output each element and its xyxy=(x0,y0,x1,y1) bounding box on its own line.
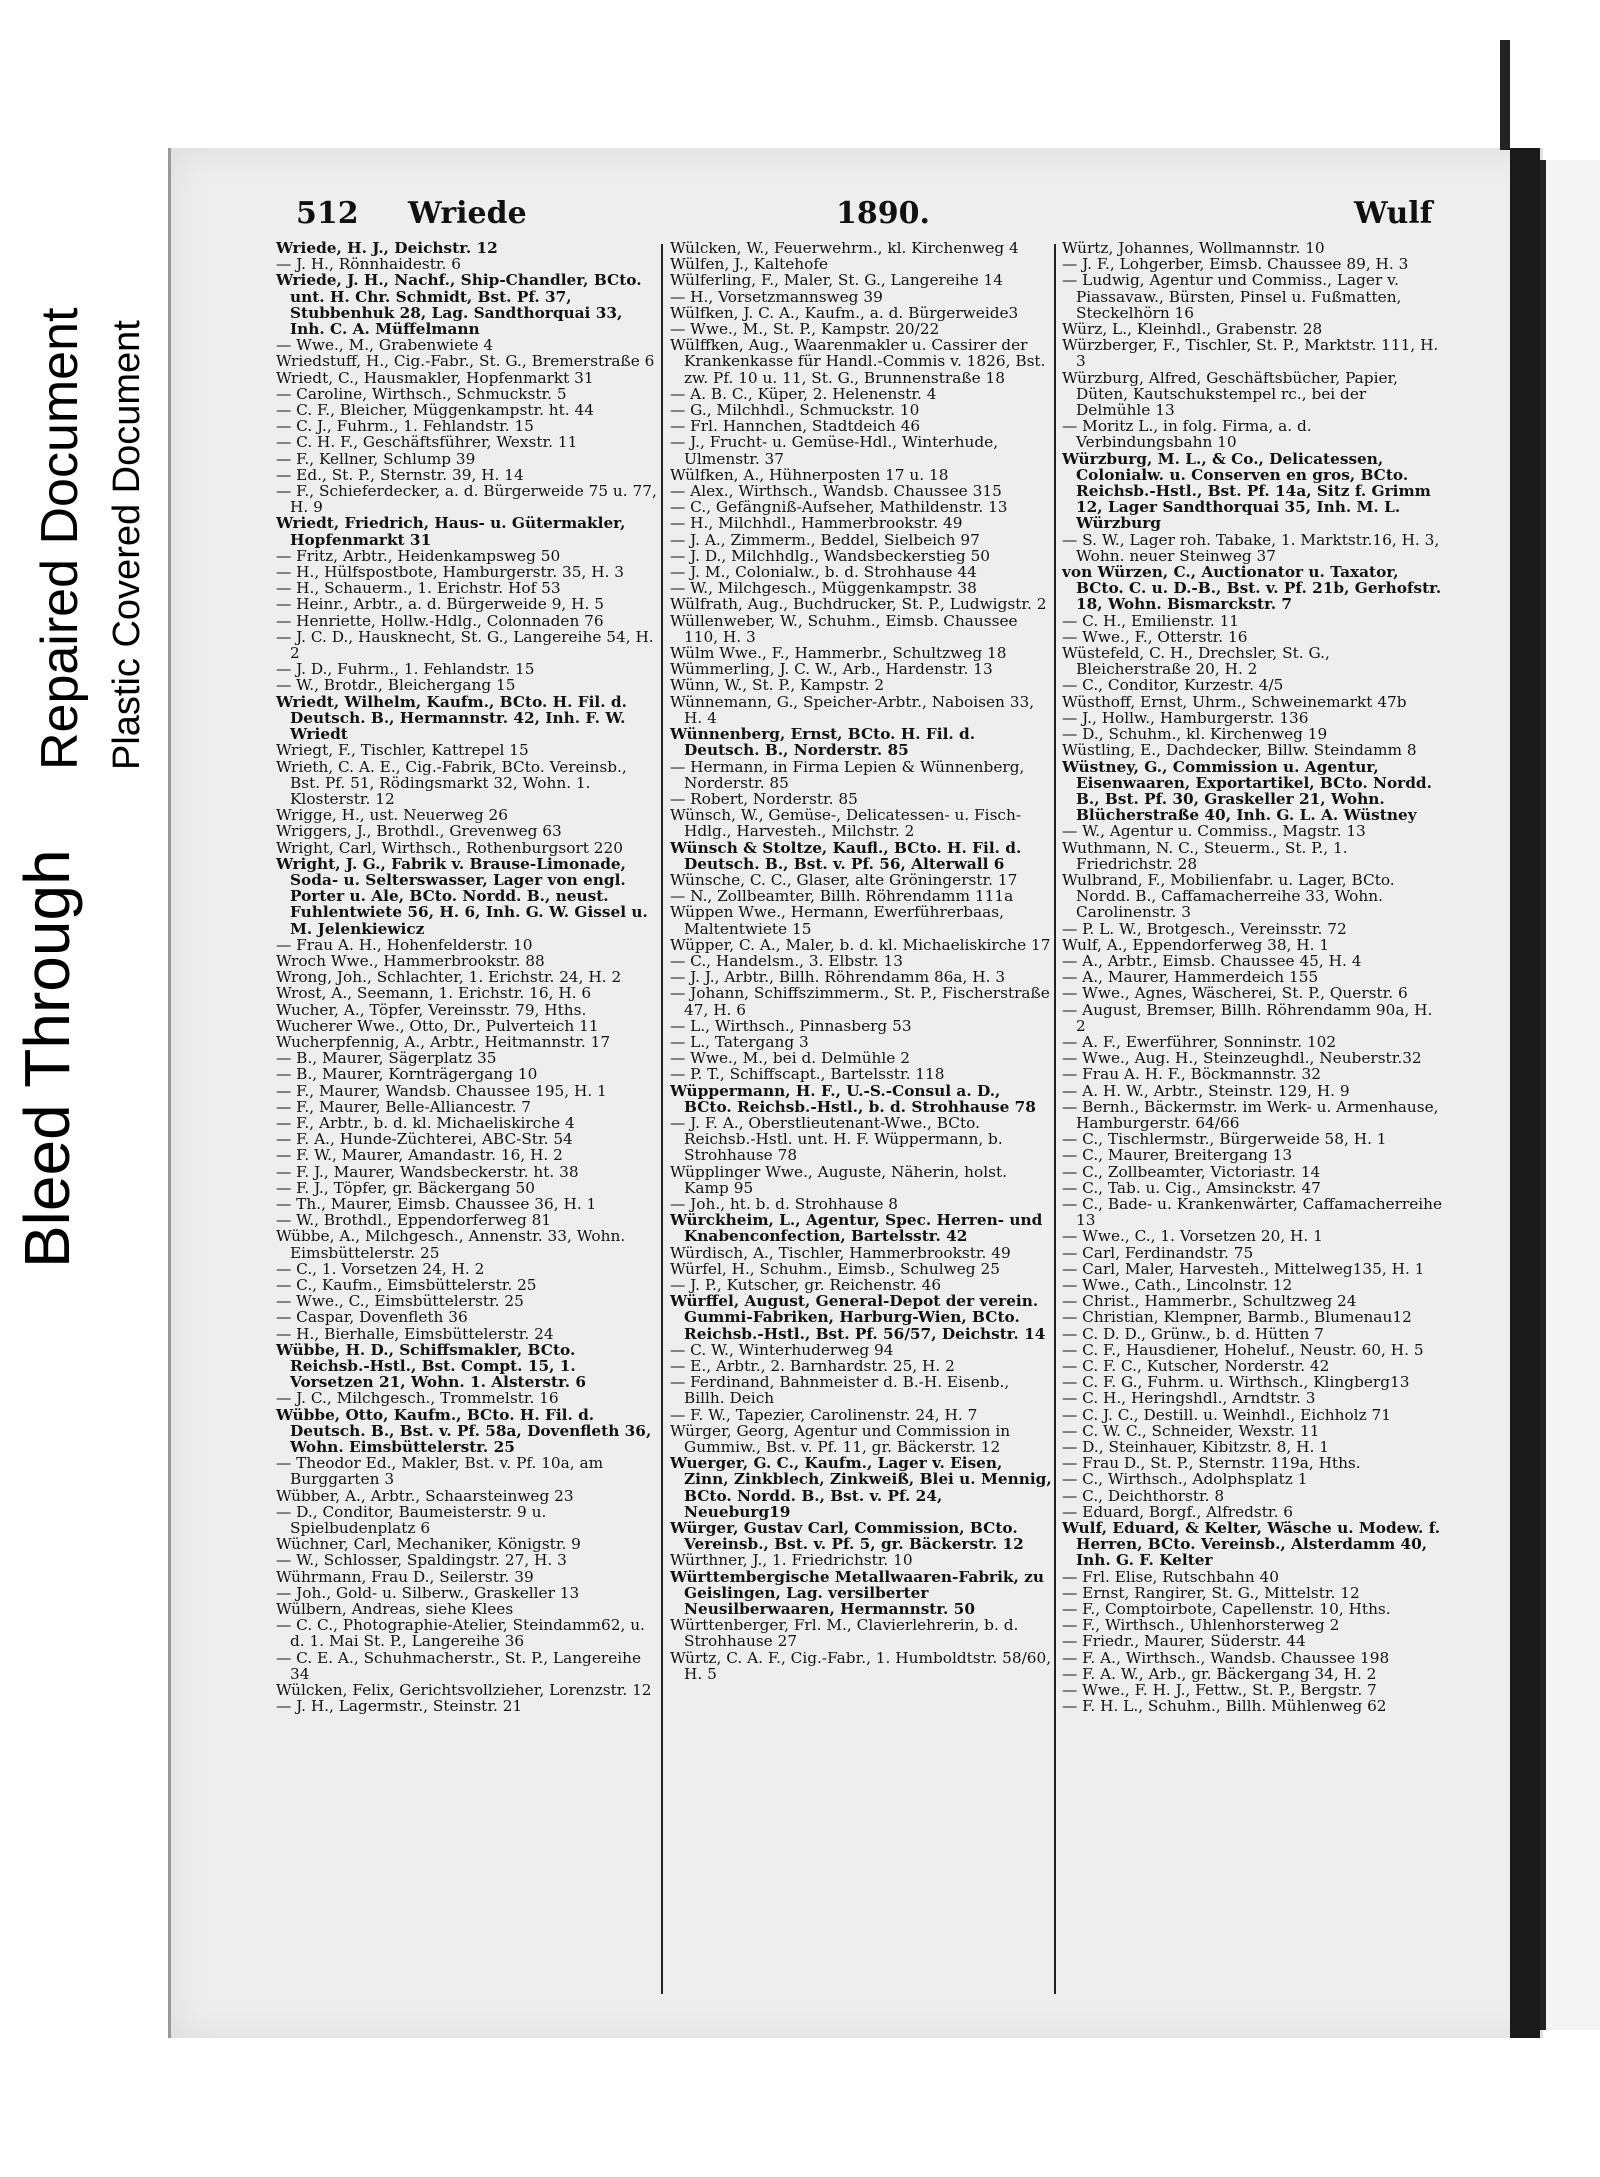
directory-entry: Wülfrath, Aug., Buchdrucker, St. P., Ludwigstr. 2 xyxy=(670,595,1047,614)
directory-entry: — C. F., Hausdiener, Hoheluf., Neustr. 60, H. 5 xyxy=(1062,1340,1424,1359)
directory-entry: — B., Maurer, Kornträgergang 10 xyxy=(276,1065,538,1084)
directory-entry: — C., Wirthsch., Adolphsplatz 1 xyxy=(1062,1470,1308,1489)
directory-entry: von Würzen, C., Auctionator u. Taxator, BCto. C. u. D.-B., Bst. v. Pf. 21b, Gerhofstr. 18, Wohn. Bismarckstr. 7 xyxy=(1062,563,1442,614)
directory-entry: — Wwe., C., 1. Vorsetzen 20, H. 1 xyxy=(1062,1227,1323,1246)
directory-entry: — C. C., Photographie-Atelier, Steindamm62, u. d. 1. Mai St. P., Langereihe 36 xyxy=(276,1616,645,1651)
directory-entry: — B., Maurer, Sägerplatz 35 xyxy=(276,1049,497,1068)
directory-entry: — F., Schieferdecker, a. d. Bürgerweide 75 u. 77, H. 9 xyxy=(276,482,657,517)
directory-entry: — C., 1. Vorsetzen 24, H. 2 xyxy=(276,1259,485,1278)
directory-entry: — F. J., Töpfer, gr. Bäckergang 50 xyxy=(276,1178,535,1197)
directory-entry: — W., Milchgesch., Müggenkampstr. 38 xyxy=(670,579,977,598)
directory-entry: — H., Vorsetzmannsweg 39 xyxy=(670,287,883,306)
directory-entry: — Joh., Gold- u. Silberw., Graskeller 13 xyxy=(276,1583,580,1602)
directory-entry: — Hermann, in Firma Lepien & Wünnenberg, Norderstr. 85 xyxy=(670,757,1025,792)
directory-entry: — Alex., Wirthsch., Wandsb. Chaussee 315 xyxy=(670,482,1002,501)
directory-entry: Wroch Wwe., Hammerbrookstr. 88 xyxy=(276,951,545,970)
directory-entry: — Ferdinand, Bahnmeister d. B.-H. Eisenb., Billh. Deich xyxy=(670,1373,1010,1408)
directory-entry: — F., Maurer, Wandsb. Chaussee 195, H. 1 xyxy=(276,1081,607,1100)
directory-entry: — A., Arbtr., Eimsb. Chaussee 45, H. 4 xyxy=(1062,951,1362,970)
directory-entry: — Frau A. H., Hohenfelderstr. 10 xyxy=(276,935,533,954)
directory-entry: — Wwe., F., Otterstr. 16 xyxy=(1062,627,1248,646)
directory-entry: Wuthmann, N. C., Steuerm., St. P., 1. Friedrichstr. 28 xyxy=(1062,838,1348,873)
directory-entry: — J. C., Milchgesch., Trommelstr. 16 xyxy=(276,1389,559,1408)
column-divider xyxy=(661,244,663,1994)
directory-entry: Würthner, J., 1. Friedrichstr. 10 xyxy=(670,1551,913,1570)
directory-entry: — F., Wirthsch., Uhlenhorsterweg 2 xyxy=(1062,1616,1340,1635)
directory-entry: Wriedt, Wilhelm, Kaufm., BCto. H. Fil. d. Deutsch. B., Hermannstr. 42, Inh. F. W. Wriedt xyxy=(276,692,627,744)
directory-entry: Wüllenweber, W., Schuhm., Eimsb. Chaussee 110, H. 3 xyxy=(670,611,1018,646)
directory-entry: Wriedstuff, H., Cig.-Fabr., St. G., Bremerstraße 6 xyxy=(276,352,655,371)
binding-edge xyxy=(1500,40,1510,150)
directory-entry: — J. D., Milchhdlg., Wandsbeckerstieg 50 xyxy=(670,546,991,565)
directory-entry: Wülfen, J., Kaltehofe xyxy=(670,255,829,274)
directory-entry: — Carl, Maler, Harvesteh., Mittelweg135, H. 1 xyxy=(1062,1259,1425,1278)
directory-entry: — Robert, Norderstr. 85 xyxy=(670,789,858,808)
directory-entry: Würger, Georg, Agentur und Commission in Gummiw., Bst. v. Pf. 11, gr. Bäckerstr. 12 xyxy=(670,1421,1011,1457)
directory-entry: — J. H., Lagermstr., Steinstr. 21 xyxy=(276,1697,523,1716)
directory-entry: — F., Kellner, Schlump 39 xyxy=(276,449,476,468)
directory-entry: — C. F. C., Kutscher, Norderstr. 42 xyxy=(1062,1357,1330,1376)
directory-entry: — F. A., Wirthsch., Wandsb. Chaussee 198 xyxy=(1062,1648,1390,1667)
directory-entry: — J. P., Kutscher, gr. Reichenstr. 46 xyxy=(670,1276,942,1294)
directory-entry: — H., Milchhdl., Hammerbrookstr. 49 xyxy=(670,514,963,533)
directory-entry: — Ludwig, Agentur und Commiss., Lager v. Piassavaw., Bürsten, Pinsel u. Fußmatten, Steckelhörn 16 xyxy=(1062,271,1402,322)
directory-entry: — Ed., St. P., Sternstr. 39, H. 14 xyxy=(276,465,524,484)
next-page-edge xyxy=(1540,160,1600,2030)
directory-entry: — Frl. Hannchen, Stadtdeich 46 xyxy=(670,417,921,436)
directory-entry: — F. H. L., Schuhm., Billh. Mühlenweg 62 xyxy=(1062,1697,1387,1716)
directory-entry: Würtz, Johannes, Wollmannstr. 10 xyxy=(1062,239,1325,257)
directory-entry: — Christian, Klempner, Barmb., Blumenau12 xyxy=(1062,1308,1412,1327)
directory-entry: Wüchner, Carl, Mechaniker, Königstr. 9 xyxy=(276,1535,581,1554)
directory-entry: — C., Zollbeamter, Victoriastr. 14 xyxy=(1062,1162,1321,1181)
directory-entry: Wübbe, Otto, Kaufm., BCto. H. Fil. d. Deutsch. B., Bst. v. Pf. 58a, Dovenfleth 36, Wohn. Eimsbüttelerstr. 25 xyxy=(276,1405,652,1457)
directory-entry: — C. H., Emilienstr. 11 xyxy=(1062,611,1240,630)
directory-entry: — C., Tischlermstr., Bürgerweide 58, H. 1 xyxy=(1062,1130,1387,1149)
directory-entry: — A., Maurer, Hammerdeich 155 xyxy=(1062,968,1319,987)
directory-entry: Württenberger, Frl. M., Clavierlehrerin, b. d. Strohhause 27 xyxy=(670,1616,1019,1651)
directory-entry: Wülbern, Andreas, siehe Klees xyxy=(276,1600,514,1619)
directory-entry: — Th., Maurer, Eimsb. Chaussee 36, H. 1 xyxy=(276,1194,597,1213)
directory-entry: Wünnemann, G., Speicher-Arbtr., Naboisen 33, H. 4 xyxy=(670,692,1035,727)
directory-entry: — C. D. D., Grünw., b. d. Hütten 7 xyxy=(1062,1324,1324,1343)
page-number: 512 xyxy=(296,196,359,231)
directory-entry: Wünnenberg, Ernst, BCto. H. Fil. d. Deutsch. B., Norderstr. 85 xyxy=(670,725,976,760)
directory-entry: Wührmann, Frau D., Seilerstr. 39 xyxy=(276,1567,534,1586)
directory-entry: — C., Maurer, Breitergang 13 xyxy=(1062,1146,1293,1165)
directory-entry: — L., Tatergang 3 xyxy=(670,1032,809,1051)
directory-entry: — C., Deichthorstr. 8 xyxy=(1062,1486,1225,1505)
directory-entry: Wülfken, J. C. A., Kaufm., a. d. Bürgerweide3 xyxy=(670,303,1019,322)
directory-entry: Württembergische Metallwaaren-Fabrik, zu Geislingen, Lag. versilberter Neusilberwaaren, Hermannstr. 50 xyxy=(670,1567,1044,1619)
directory-entry: — Caroline, Wirthsch., Schmuckstr. 5 xyxy=(276,384,567,403)
directory-entry: — C. W., Winterhuderweg 94 xyxy=(670,1340,894,1359)
directory-column-2 xyxy=(670,240,1052,1682)
directory-entry: Würger, Gustav Carl, Commission, BCto. Vereinsb., Bst. v. Pf. 5, gr. Bäckerstr. 12 xyxy=(670,1519,1024,1554)
directory-entry: — C., Kaufm., Eimsbüttelerstr. 25 xyxy=(276,1276,537,1294)
directory-entry: Wuerger, G. C., Kaufm., Lager v. Eisen, Zinn, Zinkblech, Zinkweiß, Blei u. Mennig, BCto. Nordd. B., Bst. v. Pf. 24, Neueburg19 xyxy=(670,1454,1052,1521)
directory-entry: — A. B. C., Küper, 2. Helenenstr. 4 xyxy=(670,384,937,403)
directory-entry: — Wwe., C., Eimsbüttelerstr. 25 xyxy=(276,1292,524,1311)
directory-entry: Würz, L., Kleinhdl., Grabenstr. 28 xyxy=(1062,320,1323,339)
directory-entry: Wübbe, H. D., Schiffsmakler, BCto. Reichsb.-Hstl., Bst. Compt. 15, 1. Vorsetzen 21, Wohn. 1. Alsterstr. 6 xyxy=(276,1340,587,1392)
directory-entry: — P. L. W., Brotgesch., Vereinsstr. 72 xyxy=(1062,919,1347,938)
directory-entry: — C., Conditor, Kurzestr. 4/5 xyxy=(1062,676,1284,695)
directory-entry: Wucherpfennig, A., Arbtr., Heitmannstr. 17 xyxy=(276,1032,611,1051)
directory-entry: — H., Bierhalle, Eimsbüttelerstr. 24 xyxy=(276,1324,554,1343)
column-divider xyxy=(1054,244,1056,1994)
directory-entry: Wüpplinger Wwe., Auguste, Näherin, holst. Kamp 95 xyxy=(670,1162,1007,1197)
directory-column-1 xyxy=(276,240,658,1714)
directory-entry: — C. F., Bleicher, Müggenkampstr. ht. 44 xyxy=(276,401,594,420)
bleed-through-label: Bleed Through xyxy=(11,849,83,1268)
directory-entry: Wülm Wwe., F., Hammerbr., Schultzweg 18 xyxy=(670,644,1007,663)
binding-shadow xyxy=(1510,148,1540,2038)
directory-entry: — P. T., Schiffscapt., Bartelsstr. 118 xyxy=(670,1065,945,1084)
directory-entry: Würffel, August, General-Depot der verein. Gummi-Fabriken, Harburg-Wien, BCto. Reichsb.-Hstl., Bst. Pf. 56/57, Deichstr. 14 xyxy=(670,1292,1046,1343)
directory-entry: — L., Wirthsch., Pinnasberg 53 xyxy=(670,1016,912,1035)
directory-entry: — Caspar, Dovenfleth 36 xyxy=(276,1308,468,1327)
directory-entry: — Johann, Schiffszimmerm., St. P., Fischerstraße 47, H. 6 xyxy=(670,984,1050,1019)
directory-entry: — J. J., Arbtr., Billh. Röhrendamm 86a, H. 3 xyxy=(670,968,1006,987)
directory-entry: Wübbe, A., Milchgesch., Annenstr. 33, Wohn. Eimsbüttelerstr. 25 xyxy=(276,1227,626,1262)
directory-entry: Wrieth, C. A. E., Cig.-Fabrik, BCto. Vereinsb., Bst. Pf. 51, Rödingsmarkt 32, Wohn. 1. Klosterstr. 12 xyxy=(276,757,627,808)
directory-entry: — J. A., Zimmerm., Beddel, Sielbeich 97 xyxy=(670,530,980,549)
directory-entry: — S. W., Lager roh. Tabake, 1. Marktstr.16, H. 3, Wohn. neuer Steinweg 37 xyxy=(1062,530,1440,565)
directory-entry: — Henriette, Hollw.-Hdlg., Colonnaden 76 xyxy=(276,611,604,630)
directory-entry: — C. J. C., Destill. u. Weinhdl., Eichholz 71 xyxy=(1062,1405,1391,1424)
directory-entry: — W., Brothdl., Eppendorferweg 81 xyxy=(276,1211,552,1230)
directory-entry: Würtz, C. A. F., Cig.-Fabr., 1. Humboldtstr. 58/60, H. 5 xyxy=(670,1648,1052,1683)
directory-entry: — J., Frucht- u. Gemüse-Hdl., Winterhude, Ulmenstr. 37 xyxy=(670,433,999,468)
directory-entry: — J., Hollw., Hamburgerstr. 136 xyxy=(1062,708,1309,727)
directory-entry: — F. W., Maurer, Amandastr. 16, H. 2 xyxy=(276,1146,563,1165)
left-catchword: Wriede xyxy=(408,196,527,231)
directory-entry: — C. H., Heringshdl., Arndtstr. 3 xyxy=(1062,1389,1316,1408)
directory-entry: — Bernh., Bäckermstr. im Werk- u. Armenhause, Hamburgerstr. 64/66 xyxy=(1062,1097,1439,1132)
directory-entry: Wüstling, E., Dachdecker, Billw. Steindamm 8 xyxy=(1062,741,1417,760)
directory-entry: — Theodor Ed., Makler, Bst. v. Pf. 10a, am Burggarten 3 xyxy=(276,1454,604,1489)
directory-entry: Wüppen Wwe., Hermann, Ewerführerbaas, Maltentwiete 15 xyxy=(670,903,1004,938)
directory-entry: — C. E. A., Schuhmacherstr., St. P., Langereihe 34 xyxy=(276,1648,642,1683)
directory-entry: — F., Comptoirbote, Capellenstr. 10, Hths. xyxy=(1062,1600,1391,1619)
directory-entry: — J. F., Lohgerber, Eimsb. Chaussee 89, H. 3 xyxy=(1062,255,1409,274)
directory-entry: Wulf, A., Eppendorferweg 38, H. 1 xyxy=(1062,935,1330,954)
directory-entry: Wünsche, C. C., Glaser, alte Gröningerstr. 17 xyxy=(670,870,1018,889)
directory-entry: — J. H., Rönnhaidestr. 6 xyxy=(276,255,461,274)
directory-entry: — F., Maurer, Belle-Alliancestr. 7 xyxy=(276,1097,532,1116)
directory-entry: Wüsthoff, Ernst, Uhrm., Schweinemarkt 47b xyxy=(1062,692,1407,711)
directory-entry: — C. W. C., Schneider, Wexstr. 11 xyxy=(1062,1421,1320,1440)
directory-entry: — C. J., Fuhrm., 1. Fehlandstr. 15 xyxy=(276,417,534,436)
directory-entry: — Wwe., Agnes, Wäscherei, St. P., Querstr. 6 xyxy=(1062,984,1408,1003)
directory-entry: — F. J., Maurer, Wandsbeckerstr. ht. 38 xyxy=(276,1162,579,1181)
repaired-document-label: Repaired Document xyxy=(31,307,89,770)
directory-entry: — C., Handelsm., 3. Elbstr. 13 xyxy=(670,951,904,970)
directory-entry: Wübber, A., Arbtr., Schaarsteinweg 23 xyxy=(276,1486,574,1505)
directory-entry: — Frau A. H. F., Böckmannstr. 32 xyxy=(1062,1065,1322,1084)
directory-entry: Wünn, W., St. P., Kampstr. 2 xyxy=(670,676,885,695)
directory-entry: — W., Agentur u. Commiss., Magstr. 13 xyxy=(1062,822,1366,841)
directory-entry: Wriedt, Friedrich, Haus- u. Gütermakler, Hopfenmarkt 31 xyxy=(276,514,626,549)
directory-entry: — H., Hülfspostbote, Hamburgerstr. 35, H. 3 xyxy=(276,563,625,582)
directory-entry: — Heinr., Arbtr., a. d. Bürgerweide 9, H. 5 xyxy=(276,595,604,614)
directory-entry: — F. A., Hunde-Züchterei, ABC-Str. 54 xyxy=(276,1130,573,1149)
directory-entry: Wüstefeld, C. H., Drechsler, St. G., Bleicherstraße 20, H. 2 xyxy=(1062,644,1330,679)
directory-entry: Wrong, Joh., Schlachter, 1. Erichstr. 24, H. 2 xyxy=(276,968,622,987)
directory-entry: — C., Gefängniß-Aufseher, Mathildenstr. 13 xyxy=(670,498,1008,517)
directory-entry: Würzburg, Alfred, Geschäftsbücher, Papier, Düten, Kautschukstempel rc., bei der Delmühle 13 xyxy=(1062,368,1399,420)
directory-entry: Wrost, A., Seemann, 1. Erichstr. 16, H. 6 xyxy=(276,984,592,1003)
directory-entry: Wüpper, C. A., Maler, b. d. kl. Michaeliskirche 17 xyxy=(670,935,1051,954)
directory-entry: Wülcken, Felix, Gerichtsvollzieher, Lorenzstr. 12 xyxy=(276,1681,652,1700)
directory-entry: Wulbrand, F., Mobilienfabr. u. Lager, BCto. Nordd. B., Caffamacherreihe 33, Wohn. Carolinenstr. 3 xyxy=(1062,870,1395,922)
directory-entry: — Wwe., F. H. J., Fettw., St. P., Bergstr. 7 xyxy=(1062,1681,1377,1700)
directory-entry: Würdisch, A., Tischler, Hammerbrookstr. 49 xyxy=(670,1243,1011,1262)
directory-entry: Wünsch & Stoltze, Kaufl., BCto. H. Fil. d. Deutsch. B., Bst. v. Pf. 56, Alterwall 6 xyxy=(670,838,1022,873)
directory-entry: — N., Zollbeamter, Billh. Röhrendamm 111a xyxy=(670,887,1014,906)
directory-entry: — Eduard, Borgf., Alfredstr. 6 xyxy=(1062,1502,1294,1521)
directory-entry: — Joh., ht. b. d. Strohhause 8 xyxy=(670,1194,899,1213)
directory-entry: — D., Schuhm., kl. Kirchenweg 19 xyxy=(1062,725,1328,744)
directory-entry: Wüppermann, H. F., U.-S.-Consul a. D., BCto. Reichsb.-Hstl., b. d. Strohhause 78 xyxy=(670,1081,1036,1116)
directory-entry: — D., Conditor, Baumeisterstr. 9 u. Spielbudenplatz 6 xyxy=(276,1502,547,1538)
directory-entry: — C. F. G., Fuhrm. u. Wirthsch., Klingberg13 xyxy=(1062,1373,1410,1392)
directory-entry: — G., Milchhdl., Schmuckstr. 10 xyxy=(670,401,920,420)
directory-entry: Wülfken, A., Hühnerposten 17 u. 18 xyxy=(670,465,949,484)
directory-entry: — H., Schauerm., 1. Erichstr. Hof 53 xyxy=(276,579,561,598)
directory-entry: Würckheim, L., Agentur, Spec. Herren- und Knabenconfection, Bartelsstr. 42 xyxy=(670,1211,1043,1246)
directory-entry: — J. C. D., Hausknecht, St. G., Langereihe 54, H. 2 xyxy=(276,627,654,663)
directory-entry: — Moritz L., in folg. Firma, a. d. Verbindungsbahn 10 xyxy=(1062,417,1312,452)
directory-entry: Wülferling, F., Maler, St. G., Langereihe 14 xyxy=(670,271,1004,290)
directory-entry: Wümmerling, J. C. W., Arb., Hardenstr. 13 xyxy=(670,660,993,679)
directory-entry: — W., Schlosser, Spaldingstr. 27, H. 3 xyxy=(276,1551,567,1570)
directory-column-3 xyxy=(1062,240,1444,1714)
directory-entry: — A. H. W., Arbtr., Steinstr. 129, H. 9 xyxy=(1062,1081,1350,1100)
directory-entry: Wriegt, F., Tischler, Kattrepel 15 xyxy=(276,741,529,760)
directory-entry: — Wwe., M., St. P., Kampstr. 20/22 xyxy=(670,320,940,339)
directory-entry: Wright, Carl, Wirthsch., Rothenburgsort 220 xyxy=(276,838,623,857)
directory-entry: — F., Arbtr., b. d. kl. Michaeliskirche 4 xyxy=(276,1113,575,1132)
directory-entry: — C., Bade- u. Krankenwärter, Caffamacherreihe 13 xyxy=(1062,1194,1443,1230)
directory-entry: — Wwe., Aug. H., Steinzeughdl., Neuberstr.32 xyxy=(1062,1049,1422,1068)
directory-entry: — Wwe., Cath., Lincolnstr. 12 xyxy=(1062,1276,1293,1294)
directory-entry: — F. W., Tapezier, Carolinenstr. 24, H. 7 xyxy=(670,1405,978,1424)
directory-entry: — E., Arbtr., 2. Barnhardstr. 25, H. 2 xyxy=(670,1357,955,1376)
directory-entry: Wriede, H. J., Deichstr. 12 xyxy=(276,239,498,257)
directory-entry: — A. F., Ewerführer, Sonninstr. 102 xyxy=(1062,1032,1337,1051)
directory-entry: Wüstney, G., Commission u. Agentur, Eisenwaaren, Exportartikel, BCto. Nordd. B., Bst. Pf. 30, Graskeller 21, Wohn. Blücherstraße 40, Inh. G. L. A. Wüstney xyxy=(1062,757,1432,825)
directory-entry: — C. H. F., Geschäftsführer, Wexstr. 11 xyxy=(276,433,578,452)
header-year: 1890. xyxy=(836,196,930,231)
directory-entry: — Fritz, Arbtr., Heidenkampsweg 50 xyxy=(276,546,561,565)
directory-entry: — Christ., Hammerbr., Schultzweg 24 xyxy=(1062,1292,1357,1311)
right-catchword: Wulf xyxy=(1354,196,1433,231)
directory-entry: — Ernst, Rangirer, St. G., Mittelstr. 12 xyxy=(1062,1583,1360,1602)
directory-entry: Wright, J. G., Fabrik v. Brause-Limonade, Soda- u. Selterswasser, Lager von engl. Porter u. Ale, BCto. Nordd. B., neust. Fuhlentwiete 56, H. 6, Inh. G. W. Gissel u. M. Jelenkiewicz xyxy=(276,854,648,938)
directory-entry: Würzburg, M. L., & Co., Delicatessen, Colonialw. u. Conserven en gros, BCto. Reichsb.-Hstl., Bst. Pf. 14a, Sitz f. Grimm 12, Lager Sandthorquai 35, Inh. M. L. Würzburg xyxy=(1062,449,1431,533)
directory-entry: — C., Tab. u. Cig., Amsinckstr. 47 xyxy=(1062,1178,1321,1197)
directory-entry: Wucher, A., Töpfer, Vereinsstr. 79, Hths. xyxy=(276,1000,587,1019)
plastic-covered-label: Plastic Covered Document xyxy=(106,320,148,770)
directory-entry: — F. A. W., Arb., gr. Bäckergang 34, H. 2 xyxy=(1062,1664,1377,1683)
directory-entry: Wülffken, Aug., Waarenmakler u. Cassirer der Krankenkasse für Handl.-Commis v. 1826, Bst. zw. Pf. 10 u. 11, St. G., Brunnenstraße 18 xyxy=(670,336,1046,387)
directory-entry: Wriedt, C., Hausmakler, Hopfenmarkt 31 xyxy=(276,368,594,387)
directory-entry: Wünsch, W., Gemüse-, Delicatessen- u. Fisch-Hdlg., Harvesteh., Milchstr. 2 xyxy=(670,806,1022,841)
directory-entry: — Frau D., St. P., Sternstr. 119a, Hths. xyxy=(1062,1454,1361,1473)
directory-entry: Wucherer Wwe., Otto, Dr., Pulverteich 11 xyxy=(276,1016,599,1035)
directory-entry: Würzberger, F., Tischler, St. P., Marktstr. 111, H. 3 xyxy=(1062,336,1439,371)
directory-entry: — J. F. A., Oberstlieutenant-Wwe., BCto. Reichsb.-Hstl. unt. H. F. Wüppermann, b. Strohhause 78 xyxy=(670,1113,1003,1165)
directory-entry: — Friedr., Maurer, Süderstr. 44 xyxy=(1062,1632,1306,1651)
directory-entry: — J. D., Fuhrm., 1. Fehlandstr. 15 xyxy=(276,660,535,679)
directory-entry: Würfel, H., Schuhm., Eimsb., Schulweg 25 xyxy=(670,1259,1000,1278)
directory-entry: — Wwe., M., Grabenwiete 4 xyxy=(276,336,494,355)
page-header xyxy=(296,196,1476,232)
directory-entry: — J. M., Colonialw., b. d. Strohhause 44 xyxy=(670,563,977,582)
directory-entry: — Frl. Elise, Rutschbahn 40 xyxy=(1062,1567,1280,1586)
directory-entry: — W., Brotdr., Bleichergang 15 xyxy=(276,676,516,695)
directory-entry: Wriede, J. H., Nachf., Ship-Chandler, BCto. unt. H. Chr. Schmidt, Bst. Pf. 37, Stubbenhuk 28, Lag. Sandthorquai 33, Inh. C. A. Müffelmann xyxy=(276,271,642,339)
directory-entry: Wriggers, J., Brothdl., Grevenweg 63 xyxy=(276,822,562,841)
directory-entry: Wrigge, H., ust. Neuerweg 26 xyxy=(276,806,509,825)
directory-entry: — D., Steinhauer, Kibitzstr. 8, H. 1 xyxy=(1062,1438,1329,1457)
directory-entry: — Wwe., M., bei d. Delmühle 2 xyxy=(670,1049,910,1068)
directory-entry: — August, Bremser, Billh. Röhrendamm 90a, H. 2 xyxy=(1062,1000,1433,1035)
directory-entry: Wulf, Eduard, & Kelter, Wäsche u. Modew. f. Herren, BCto. Vereinsb., Alsterdamm 40, Inh. G. F. Kelter xyxy=(1062,1519,1441,1570)
directory-entry: — Carl, Ferdinandstr. 75 xyxy=(1062,1243,1254,1262)
directory-entry: Wülcken, W., Feuerwehrm., kl. Kirchenweg 4 xyxy=(670,239,1019,257)
